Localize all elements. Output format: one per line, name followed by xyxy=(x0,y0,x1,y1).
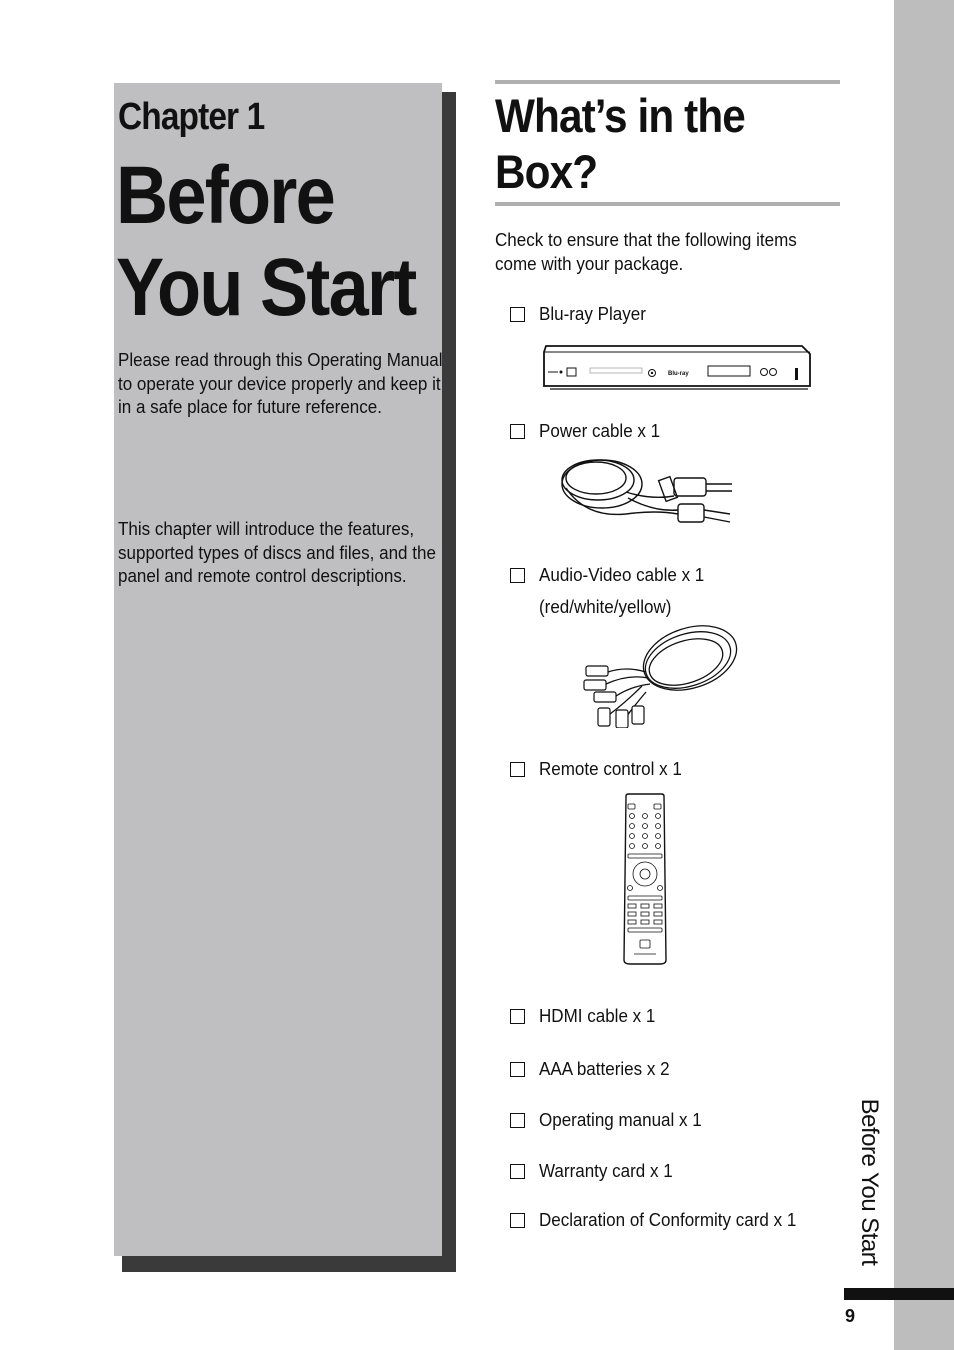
chapter-title-line1: Before xyxy=(116,150,335,241)
svg-text:Blu-ray: Blu-ray xyxy=(668,371,689,377)
checklist-item[interactable] xyxy=(510,1004,665,1028)
checklist-item[interactable] xyxy=(510,419,671,443)
checklist-item[interactable] xyxy=(510,1108,716,1132)
checkbox[interactable] xyxy=(510,1164,525,1179)
av-cable-illustration xyxy=(576,622,738,728)
page-number: 9 xyxy=(844,1306,855,1326)
checklist-item[interactable] xyxy=(510,1159,684,1183)
title-top-rule xyxy=(495,80,840,84)
checklist-item-label: Declaration of Conformity card x 1 xyxy=(539,1209,797,1230)
checkbox[interactable] xyxy=(510,1009,525,1024)
checkbox[interactable] xyxy=(510,424,525,439)
blu-ray-player-illustration xyxy=(540,338,814,394)
checkbox[interactable] xyxy=(510,1113,525,1128)
chapter-intro-paragraph: Please read through this Operating Manual to operate your device properly and keep it in a safe place for future reference. xyxy=(118,349,443,417)
power-cable-illustration xyxy=(556,452,742,536)
checklist-item-label: Power cable x 1 xyxy=(539,420,661,441)
checklist-item-label: HDMI cable x 1 xyxy=(539,1005,656,1026)
side-tab-strip xyxy=(894,0,954,1350)
checkbox[interactable] xyxy=(510,762,525,777)
box-intro-text: Check to ensure that the following items come with your package. xyxy=(495,229,797,274)
checklist-item-label: AAA batteries x 2 xyxy=(539,1058,670,1079)
checkbox[interactable] xyxy=(510,1062,525,1077)
checklist-item-label: Remote control x 1 xyxy=(539,758,682,779)
box-title-line2: Box? xyxy=(495,145,598,198)
checkbox[interactable] xyxy=(510,1213,525,1228)
checklist-item-label: Blu-ray Player xyxy=(539,303,646,324)
box-title-line1: What’s in the xyxy=(495,89,745,142)
chapter-title xyxy=(116,150,416,334)
page-number-bar xyxy=(844,1288,954,1300)
title-bottom-rule xyxy=(495,202,840,206)
chapter-title-line2: You Start xyxy=(116,242,416,333)
checkbox[interactable] xyxy=(510,307,525,322)
checklist-item[interactable] xyxy=(510,563,719,587)
side-tab-label: Before You Start xyxy=(856,1098,883,1266)
checkbox[interactable] xyxy=(510,568,525,583)
checklist-item[interactable] xyxy=(510,1208,819,1232)
chapter-label: Chapter 1 xyxy=(118,96,265,138)
checklist-item-label: Operating manual x 1 xyxy=(539,1109,702,1130)
remote-control-illustration xyxy=(620,792,670,968)
checklist-item[interactable] xyxy=(510,757,694,781)
checklist-item-label: Audio-Video cable x 1 xyxy=(539,564,705,585)
box-section-title xyxy=(495,88,837,200)
checklist-item[interactable] xyxy=(510,302,655,326)
checklist-item-note: (red/white/yellow) xyxy=(539,596,672,617)
checklist-item-label: Warranty card x 1 xyxy=(539,1160,673,1181)
chapter-overview-paragraph: This chapter will introduce the features, supported types of discs and files, and the panel and remote control descriptions. xyxy=(118,518,436,586)
checklist-item[interactable] xyxy=(510,1057,681,1081)
